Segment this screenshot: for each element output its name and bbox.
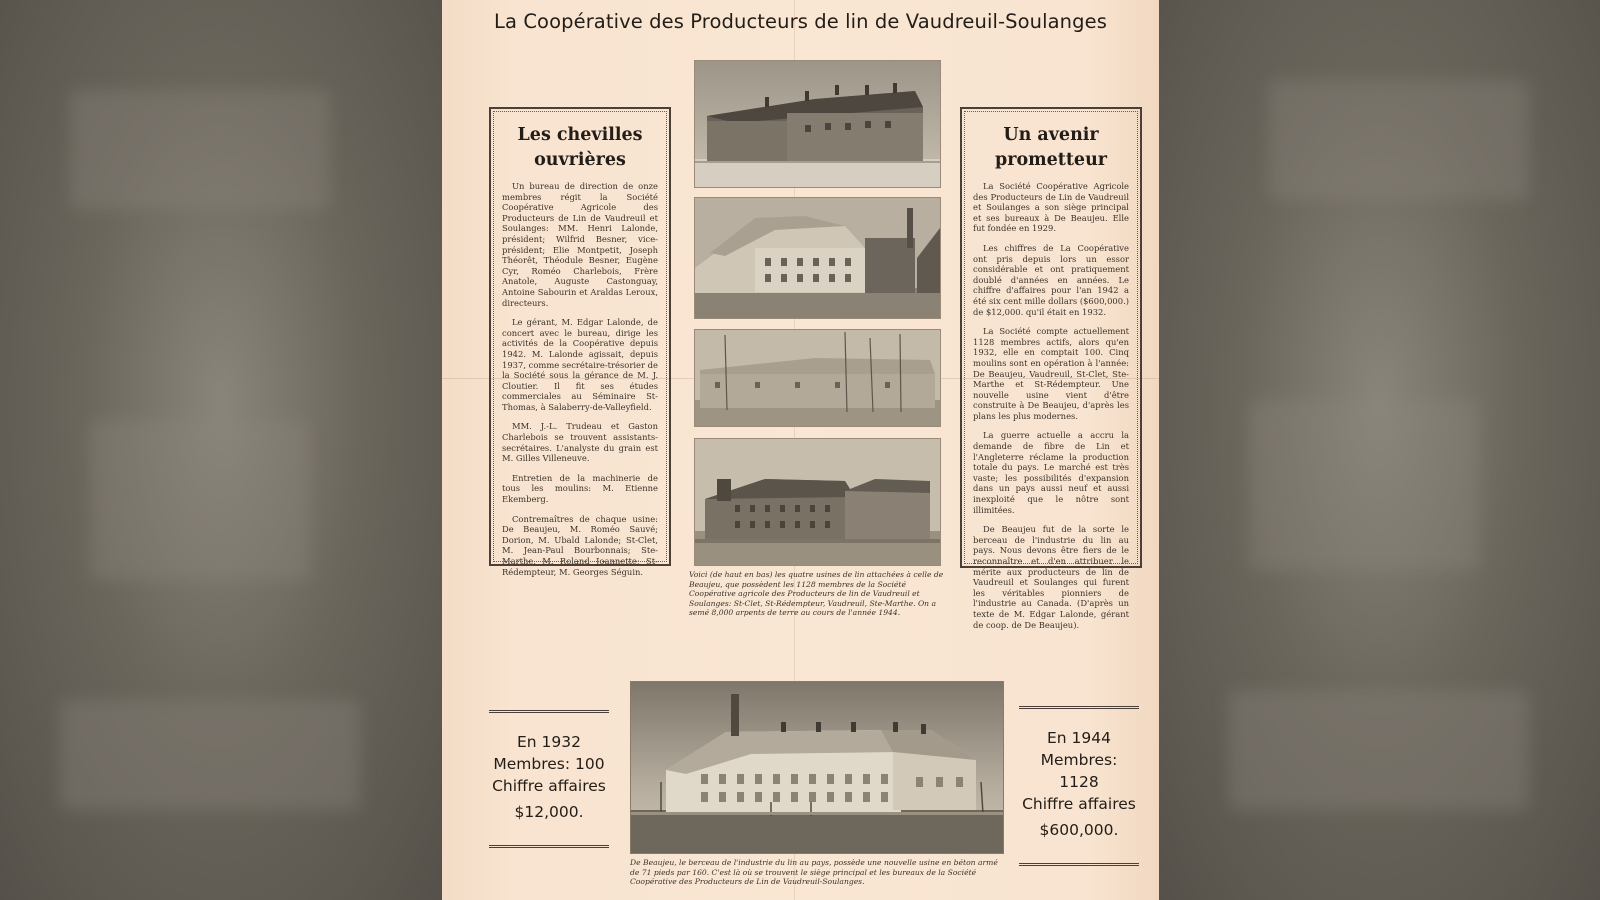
factory-photo-1 [694, 60, 941, 188]
left-article-title [491, 123, 669, 173]
blurred-background-left [0, 0, 442, 900]
stat-label: Chiffre affaires [1022, 795, 1136, 813]
divider [1019, 706, 1139, 709]
article-paragraph: La Société compte actuellement 1128 membres actifs, alors qu'en 1932, elle en comptait 100. Cinq moulins sont en opération à l'année: De Beaujeu, Vaudreuil, St-Clet, Ste-Marthe et St-Rédempteur. Une nouvelle usine vient d'être construite à De Beaujeu, d'après les plans les plus modernes. [973, 326, 1129, 421]
right-title-line2: prometteur [994, 150, 1108, 170]
stats-1932 [489, 710, 609, 848]
divider [489, 845, 609, 848]
right-article-title [962, 123, 1140, 173]
right-title-line1: Un avenir [1003, 125, 1099, 145]
stat-members: Membres: 100 [493, 755, 605, 773]
left-article-body [491, 181, 669, 577]
stat-label: Chiffre affaires [492, 777, 606, 795]
divider [1019, 863, 1139, 866]
stat-year: En 1944 [1047, 729, 1111, 747]
article-paragraph: La Société Coopérative Agricole des Producteurs de Lin de Vaudreuil et Soulanges a son siège principal et ses bureaux à De Beaujeu. Elle fut fondée en 1929. [973, 181, 1129, 234]
article-paragraph: Les chiffres de La Coopérative ont pris depuis lors un essor considérable et ont pratiquement doublé d'années en années. Le chiffre d'affaires pour l'an 1942 a été six cent mille dollars ($600,000.) de $12,000. qu'il était en 1932. [973, 242, 1129, 317]
de-beaujeu-factory-photo [630, 681, 1004, 854]
factory-photo-4 [694, 438, 941, 566]
article-paragraph: De Beaujeu fut de la sorte le berceau de l'industrie du lin au pays. Nous devons être fiers de le reconnaître et d'en attribuer le mérite aux producteurs de lin de Vaudreuil et Soulanges qui furent les véritables pionniers de l'industrie au Canada. (D'après un texte de M. Edgar Lalonde, gérant de coop. de De Beaujeu). [973, 524, 1129, 630]
right-article-box [960, 107, 1142, 630]
blurred-background-right [1159, 0, 1600, 900]
factory-photo-2 [694, 197, 941, 319]
article-paragraph: Un bureau de direction de onze membres régit la Société Coopérative Agricole des Producteurs de Lin de Vaudreuil et Soulanges: MM. Henri Lalonde, président; Wilfrid Besner, vice-président; Elie Montpetit, Joseph Théorêt, Théodule Besner, Eugène Cyr, Roméo Charlebois, Frère Anatole, Auguste Castonguay, Antoine Sabourin et Araldas Leroux, directeurs. [502, 181, 658, 308]
stat-year: En 1932 [517, 733, 581, 751]
main-photo-caption: De Beaujeu, le berceau de l'industrie du lin au pays, possède une nouvelle usine en béton armé de 71 pieds par 160. C'est là où se trouvent le siège principal et les bureaux de la Société Coopérative des Producteurs de Lin de Vaudreuil-Soulanges. [630, 858, 998, 887]
photos-caption: Voici (de haut en bas) les quatre usines de lin attachées à celle de Beaujeu, que possèdent les 1128 membres de la Société Coopérative agricole des Producteurs de lin de Vaudreuil et Soulanges: St-Clet, St-Rédempteur, Vaudreuil, Ste-Marthe. On a semé 8,000 arpents de terre au cours de l'année 1944. [689, 570, 944, 618]
stat-amount: $600,000. [1039, 821, 1119, 839]
stat-members: Membres: 1128 [1040, 751, 1118, 791]
factory-photo-3 [694, 329, 941, 427]
right-article-body [962, 181, 1140, 630]
stats-1944 [1019, 706, 1139, 866]
page-headline: La Coopérative des Producteurs de lin de Vaudreuil-Soulanges [494, 10, 1107, 33]
divider [489, 710, 609, 713]
article-paragraph: Contremaîtres de chaque usine: De Beaujeu, M. Roméo Sauvé; Dorion, M. Ubald Lalonde; St-Clet, M. Jean-Paul Bourbonnais; Ste-Marthe, M. Roland Joannette; St-Rédempteur, M. Georges Séguin. [502, 513, 658, 577]
article-paragraph: Le gérant, M. Edgar Lalonde, de concert avec le bureau, dirige les activités de la Coopérative depuis 1942. M. Lalonde agissait, depuis 1937, comme secrétaire-trésorier de la Société sous la gérance de M. J. Cloutier. Il fit ses études commerciales au Séminaire St-Thomas, à Salaberry-de-Valleyfield. [502, 317, 658, 412]
left-article-box [489, 107, 671, 577]
stat-amount: $12,000. [514, 803, 584, 821]
article-paragraph: La guerre actuelle a accru la demande de fibre de Lin et l'Angleterre réclame la production totale du pays. Le marché est très vaste; les possibilités d'expansion dans un pays aussi neuf et aussi inexploité que le nôtre sont illimitées. [973, 430, 1129, 515]
newspaper-page [442, 0, 1159, 900]
article-paragraph: MM. J.-L. Trudeau et Gaston Charlebois se trouvent assistants-secrétaires. L'analyste du grain est M. Gilles Villeneuve. [502, 421, 658, 464]
left-title-line2: ouvrières [534, 150, 626, 170]
article-paragraph: Entretien de la machinerie de tous les moulins: M. Etienne Ekemberg. [502, 472, 658, 505]
left-title-line1: Les chevilles [517, 125, 643, 145]
